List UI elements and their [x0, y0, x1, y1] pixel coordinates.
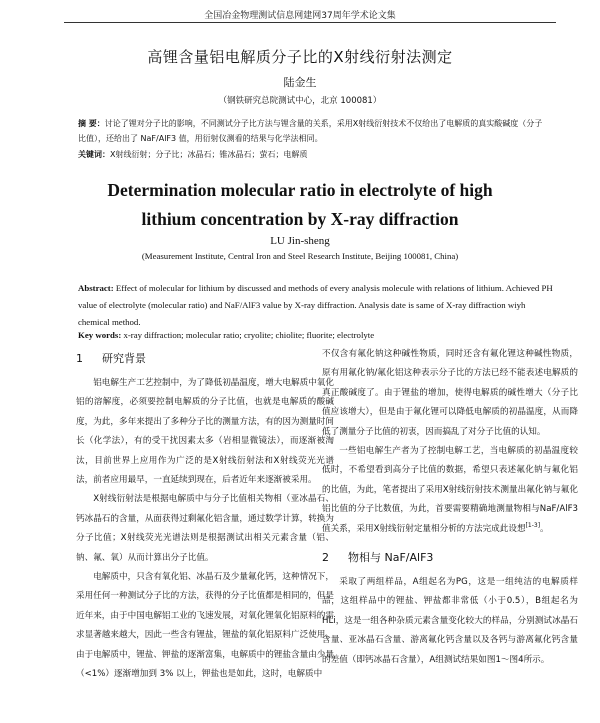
chinese-keywords-text: X射线衍射；分子比；冰晶石；锥冰晶石；萤石；电解质	[110, 150, 308, 159]
chinese-title: 高锂含量铝电解质分子比的X射线衍射法测定	[147, 48, 453, 66]
section-1-paragraph: 电解质中，只含有氧化铝、冰晶石及少量氟化钙，这种情况下，采用任何一种测试分子比的方法，获得的分子比值都是相同的，但是近年来，由于中国电解铝工业的飞速发展，对氧化锂氧化铝原料的需求显著越来越大，因此一些含有锂盐，锂盐的氧化铝原料广泛使用，由于电解质中，锂盐、钾盐的逐渐富集，电解质中的锂盐含量由少量（<1%）逐渐增加到 3% 以上，钾盐也是如此，这时，电解质中	[76, 572, 334, 680]
paragraph-text: 一些铝电解生产者为了控制电解工艺，当电解质的初晶温度较低时，不希望看到高分子比值的数据，希望只表述氟化钠与氟化铝的比值，为此，笔者提出了采用X射线衍射技术测量出氟化钠与氟化铝比值的分子比数值，为此，首要需要精确地测量物相与NaF/AlF3 值关系，采用X射线衍射定量相分析的方法完成此设想	[322, 446, 578, 534]
citation-marker: [1-3]	[525, 521, 541, 529]
left-column	[76, 348, 334, 685]
section-1-paragraph	[322, 442, 578, 539]
section-2-paragraph: 采取了两组样品，A组起名为PG，这是一组纯洁的电解质样品，这组样品中的锂盐、钾盐都非常低（小于0.5），B组起名为HLi，这是一组各种杂质元素含量变化较大的样品，分别测试冰晶石含量、亚冰晶石含量、游离氟化钙含量以及各钙与游离氟化钙含量的差值（即钙冰晶石含量），A组测试结果如图1～图4所示。	[322, 577, 578, 665]
section-1-heading	[76, 348, 334, 370]
right-column	[322, 345, 578, 670]
chinese-author: 陆金生	[283, 76, 317, 89]
english-abstract	[78, 280, 558, 331]
english-keywords-label: Key words:	[78, 330, 122, 340]
english-abstract-label: Abstract:	[78, 283, 114, 293]
english-keywords	[78, 328, 558, 342]
chinese-keywords-label: 关键词：	[78, 150, 110, 159]
section-1-paragraph: X射线衍射法是根据电解质中与分子比值相关物相（亚冰晶石、钙冰晶石的含量，从面获得过剩氟化铝含量，通过数学计算，转换为分子比值；X射线荧光光谱法则是根据测试出相关元素含量（铝、钠、氟、氧）从而计算出分子比值。	[76, 494, 334, 563]
paragraph-end-punct: 。	[540, 523, 549, 534]
section-2-title: 物相与 NaF/AlF3	[348, 551, 434, 565]
section-1-number: 1	[76, 352, 83, 365]
section-1-paragraph: 铝电解生产工艺控制中，为了降低初晶温度，增大电解质中氧化铝的溶解度，必须要控制电解质的分子比值，也就是电解质的酸碱度，为此，多年来提出了多种分子比的测量方法，有的因为测量时间长（化学法），有的受干扰因素太多（岩相显微镜法），而逐渐被淘汰，目前世界上应用作为广泛的是X射线衍射法和X射线荧光光谱法，前者应用最早，一直延续到现在，后者近年来逐渐被采用。	[76, 378, 334, 486]
english-title: Determination molecular ratio in electrolyte of high lithium concentration by X-ray diffraction	[107, 180, 493, 229]
chinese-affiliation: （钢铁研究总院测试中心，北京 100081）	[218, 96, 382, 106]
section-1-title: 研究背景	[102, 352, 146, 365]
chinese-keywords	[78, 148, 548, 162]
continued-paragraph: 不仅含有氟化钠这种碱性物质，同时还含有氟化锂这种碱性物质，原有用氟化钠/氟化铝这种表示分子比的方法已经不能表述电解质的真正酸碱度了。由于锂盐的增加，使得电解质的碱性增大（分子比值应该增大），但是由于氟化锂可以降低电解质的初晶温度，从而降低了测量分子比值的初衷，因而搞乱了对分子比值的认知。	[322, 349, 578, 437]
section-2-number: 2	[322, 551, 329, 565]
english-keywords-text: x-ray diffraction; molecular ratio; cryolite; chiolite; fluorite; electrolyte	[123, 330, 375, 340]
english-author: LU Jin-sheng	[270, 235, 330, 247]
chinese-abstract-text: 讨论了锂对分子比的影响，不同测试分子比方法与锂含量的关系，采用X射线衍射技术不仅给出了电解质的真实酸碱度（分子比值），还给出了 NaF/AlF3 值，用衍射仪测看的结果与化学法相同。	[78, 119, 543, 143]
english-abstract-text: Effect of molecular for lithium by discussed and methods of every analysis molecule with relations of lithium. Achieved PH value of electrolyte (molecular ratio) and NaF/AlF3 value by X-ray diffraction. Analysis date is same of X-ray diffraction wiyh chemical method.	[78, 283, 553, 327]
running-head: 全国冶金物理测试信息网建网37周年学术论文集	[204, 11, 396, 21]
header-rule	[64, 22, 556, 23]
chinese-abstract-label: 摘 要：	[78, 119, 105, 128]
chinese-abstract	[78, 116, 548, 146]
english-affiliation: (Measurement Institute, Central Iron and Steel Research Institute, Beijing 100081, China)	[141, 251, 459, 261]
section-2-heading	[322, 547, 578, 569]
